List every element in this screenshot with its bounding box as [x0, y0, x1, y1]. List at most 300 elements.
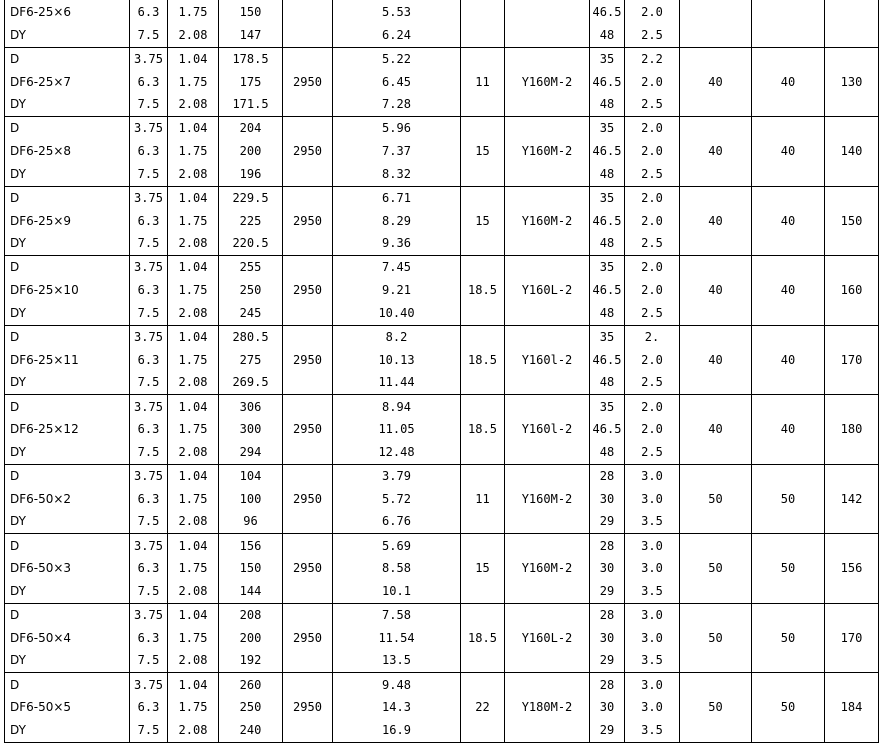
- model-cell-line: D: [10, 608, 20, 623]
- flow-m3h-cell: [130, 47, 168, 116]
- inlet-dia-cell: 50: [680, 533, 752, 603]
- weight-cell: [825, 0, 879, 47]
- model-cell-lines: [10, 187, 129, 255]
- head-cell-lines: [219, 256, 282, 324]
- motor-power-cell: 18.5: [461, 325, 505, 394]
- npsh-cell-line: 2.2: [641, 51, 663, 66]
- model-cell: [5, 116, 130, 186]
- flow-ls-cell-line: 2.08: [178, 97, 208, 112]
- head-cell-line: 175: [239, 74, 262, 89]
- efficiency-cell-line: 29: [599, 583, 615, 598]
- efficiency-cell-line: 35: [599, 399, 615, 414]
- flow-m3h-cell: [130, 116, 168, 186]
- head-cell-line: 178.5: [232, 51, 269, 66]
- motor-model-cell: Y160L-2: [505, 255, 590, 325]
- flow-m3h-cell-line: 7.5: [137, 653, 160, 668]
- model-cell-lines: [10, 1, 129, 46]
- weight-cell: 170: [825, 325, 879, 394]
- flow-ls-cell-line: 1.75: [178, 422, 208, 437]
- efficiency-cell-line: 28: [599, 677, 615, 692]
- shaft-power-cell-lines: [333, 1, 460, 46]
- head-cell: [219, 186, 283, 255]
- head-cell: [219, 0, 283, 47]
- model-cell-line: D: [10, 51, 20, 66]
- head-cell-lines: [219, 604, 282, 672]
- efficiency-cell-lines: [590, 604, 624, 672]
- speed-cell: 2950: [283, 533, 333, 603]
- efficiency-cell-line: 28: [599, 469, 615, 484]
- model-cell-line: DY: [10, 723, 26, 737]
- head-cell-lines: [219, 48, 282, 116]
- flow-ls-cell: [168, 0, 219, 47]
- table-row: [5, 394, 879, 464]
- outlet-dia-cell: 40: [752, 47, 825, 116]
- flow-ls-cell-lines: [168, 395, 218, 463]
- flow-m3h-cell-line: 3.75: [134, 399, 163, 414]
- motor-model-cell: Y160l-2: [505, 325, 590, 394]
- npsh-cell-line: 2.0: [641, 352, 663, 367]
- flow-m3h-cell-line: 6.3: [137, 4, 160, 19]
- flow-ls-cell-line: 1.75: [178, 74, 208, 89]
- shaft-power-cell-line: 8.2: [385, 329, 408, 344]
- flow-m3h-cell: [130, 255, 168, 325]
- head-cell-lines: [219, 465, 282, 533]
- flow-ls-cell-line: 1.75: [178, 352, 208, 367]
- motor-power-cell: 15: [461, 186, 505, 255]
- flow-ls-cell-lines: [168, 187, 218, 255]
- pump-spec-table-sheet: [4, 0, 863, 743]
- shaft-power-cell-line: 7.45: [382, 260, 411, 275]
- flow-m3h-cell: [130, 464, 168, 533]
- efficiency-cell-line: 46.5: [592, 352, 622, 367]
- flow-ls-cell: [168, 47, 219, 116]
- model-cell-lines: [10, 534, 129, 602]
- shaft-power-cell-line: 5.22: [382, 51, 411, 66]
- shaft-power-cell: [333, 464, 461, 533]
- table-row: [5, 325, 879, 394]
- head-cell-lines: [219, 395, 282, 463]
- model-cell-line: DF6-50×3: [10, 561, 72, 576]
- speed-cell: 2950: [283, 255, 333, 325]
- shaft-power-cell-line: 6.76: [382, 514, 411, 529]
- flow-ls-cell-lines: [168, 604, 218, 672]
- flow-m3h-cell-line: 7.5: [137, 514, 160, 529]
- model-cell-line: DF6-50×2: [10, 491, 72, 506]
- efficiency-cell-lines: [590, 48, 624, 116]
- flow-m3h-cell: [130, 186, 168, 255]
- npsh-cell-lines: [625, 1, 679, 46]
- npsh-cell-line: 2.0: [641, 74, 663, 89]
- shaft-power-cell: [333, 672, 461, 742]
- head-cell-line: 147: [239, 27, 262, 42]
- efficiency-cell-line: 46.5: [592, 144, 622, 159]
- efficiency-cell-lines: [590, 117, 624, 185]
- flow-m3h-cell-line: 7.5: [137, 166, 160, 181]
- flow-m3h-cell-line: 6.3: [137, 283, 160, 298]
- shaft-power-cell-line: 13.5: [382, 653, 411, 668]
- npsh-cell-line: 3.0: [641, 677, 663, 692]
- model-cell-line: D: [10, 121, 20, 136]
- model-cell-line: DF6-25×6: [10, 4, 72, 19]
- inlet-dia-cell: [680, 0, 752, 47]
- model-cell-line: DF6-25×8: [10, 144, 72, 159]
- flow-m3h-cell-line: 6.3: [137, 74, 160, 89]
- speed-cell: 2950: [283, 603, 333, 672]
- efficiency-cell-line: 29: [599, 723, 615, 737]
- flow-m3h-cell-line: 7.5: [137, 27, 160, 42]
- flow-ls-cell-line: 1.04: [178, 51, 208, 66]
- head-cell-lines: [219, 1, 282, 46]
- efficiency-cell: [590, 672, 625, 742]
- flow-m3h-cell-line: 3.75: [134, 260, 163, 275]
- efficiency-cell-line: 46.5: [592, 4, 622, 19]
- flow-m3h-cell-lines: [130, 326, 167, 394]
- model-cell-lines: [10, 395, 129, 463]
- head-cell: [219, 533, 283, 603]
- npsh-cell: [625, 603, 680, 672]
- shaft-power-cell-line: 6.71: [382, 190, 411, 205]
- efficiency-cell-lines: [590, 395, 624, 463]
- efficiency-cell-line: 35: [599, 329, 615, 344]
- flow-m3h-cell-lines: [130, 673, 167, 741]
- model-cell-lines: [10, 673, 129, 741]
- head-cell: [219, 116, 283, 186]
- shaft-power-cell-line: 12.48: [378, 444, 415, 459]
- efficiency-cell: [590, 116, 625, 186]
- shaft-power-cell: [333, 47, 461, 116]
- flow-ls-cell: [168, 603, 219, 672]
- efficiency-cell: [590, 186, 625, 255]
- shaft-power-cell-lines: [333, 187, 460, 255]
- npsh-cell-line: 3.0: [641, 469, 663, 484]
- shaft-power-cell-line: 10.1: [382, 583, 411, 598]
- efficiency-cell-line: 48: [599, 444, 615, 459]
- npsh-cell-lines: [625, 465, 679, 533]
- npsh-cell-line: 3.0: [641, 491, 663, 506]
- model-cell-line: D: [10, 469, 20, 484]
- inlet-dia-cell: 40: [680, 394, 752, 464]
- table-row: [5, 47, 879, 116]
- flow-ls-cell: [168, 533, 219, 603]
- model-cell-line: DY: [10, 514, 26, 529]
- efficiency-cell-lines: [590, 673, 624, 741]
- flow-ls-cell-line: 2.08: [178, 514, 208, 529]
- efficiency-cell-line: 29: [599, 653, 615, 668]
- inlet-dia-cell: 40: [680, 47, 752, 116]
- flow-m3h-cell-lines: [130, 1, 167, 46]
- efficiency-cell-line: 30: [599, 561, 615, 576]
- table-row: [5, 116, 879, 186]
- shaft-power-cell-lines: [333, 48, 460, 116]
- flow-m3h-cell-line: 7.5: [137, 305, 160, 320]
- shaft-power-cell: [333, 325, 461, 394]
- model-cell-line: DY: [10, 27, 26, 42]
- flow-ls-cell-line: 2.08: [178, 653, 208, 668]
- flow-m3h-cell-lines: [130, 465, 167, 533]
- npsh-cell: [625, 186, 680, 255]
- table-row: [5, 533, 879, 603]
- flow-m3h-cell-lines: [130, 256, 167, 324]
- efficiency-cell-lines: [590, 256, 624, 324]
- flow-ls-cell-line: 1.75: [178, 700, 208, 715]
- efficiency-cell: [590, 603, 625, 672]
- flow-ls-cell-line: 1.04: [178, 121, 208, 136]
- outlet-dia-cell: 50: [752, 603, 825, 672]
- inlet-dia-cell: 40: [680, 186, 752, 255]
- flow-ls-cell-line: 1.04: [178, 677, 208, 692]
- model-cell-lines: [10, 326, 129, 394]
- npsh-cell-line: 3.5: [641, 514, 663, 529]
- npsh-cell-line: 3.5: [641, 583, 663, 598]
- outlet-dia-cell: 50: [752, 464, 825, 533]
- head-cell-line: 196: [239, 166, 262, 181]
- outlet-dia-cell: 50: [752, 533, 825, 603]
- efficiency-cell-line: 46.5: [592, 422, 622, 437]
- efficiency-cell-line: 46.5: [592, 213, 622, 228]
- shaft-power-cell-line: 7.37: [382, 144, 411, 159]
- shaft-power-cell-line: 7.28: [382, 97, 411, 112]
- npsh-cell-lines: [625, 326, 679, 394]
- shaft-power-cell-line: 10.13: [378, 352, 415, 367]
- head-cell-line: 280.5: [232, 329, 269, 344]
- flow-ls-cell: [168, 186, 219, 255]
- model-cell: [5, 672, 130, 742]
- npsh-cell-line: 3.5: [641, 723, 663, 737]
- npsh-cell-line: 2.5: [641, 305, 663, 320]
- npsh-cell-line: 2.: [644, 329, 660, 344]
- npsh-cell-lines: [625, 256, 679, 324]
- npsh-cell: [625, 116, 680, 186]
- inlet-dia-cell: 40: [680, 325, 752, 394]
- model-cell-lines: [10, 604, 129, 672]
- shaft-power-cell-line: 11.05: [378, 422, 415, 437]
- efficiency-cell: [590, 464, 625, 533]
- flow-ls-cell-lines: [168, 48, 218, 116]
- flow-m3h-cell-lines: [130, 604, 167, 672]
- flow-m3h-cell: [130, 394, 168, 464]
- head-cell-line: 306: [239, 399, 262, 414]
- efficiency-cell-lines: [590, 534, 624, 602]
- flow-m3h-cell-lines: [130, 187, 167, 255]
- head-cell-line: 192: [239, 653, 262, 668]
- shaft-power-cell: [333, 186, 461, 255]
- npsh-cell-line: 2.0: [641, 121, 663, 136]
- model-cell-lines: [10, 256, 129, 324]
- model-cell-line: D: [10, 399, 20, 414]
- npsh-cell-lines: [625, 673, 679, 741]
- head-cell-line: 200: [239, 630, 262, 645]
- shaft-power-cell-line: 8.32: [382, 166, 411, 181]
- efficiency-cell-line: 48: [599, 305, 615, 320]
- npsh-cell-line: 2.5: [641, 27, 663, 42]
- shaft-power-cell-line: 9.48: [382, 677, 411, 692]
- head-cell-line: 229.5: [232, 190, 269, 205]
- head-cell-lines: [219, 534, 282, 602]
- head-cell-line: 156: [239, 538, 262, 553]
- npsh-cell-line: 3.0: [641, 538, 663, 553]
- efficiency-cell-line: 35: [599, 260, 615, 275]
- head-cell-line: 294: [239, 444, 262, 459]
- motor-model-cell: [505, 0, 590, 47]
- efficiency-cell-line: 35: [599, 121, 615, 136]
- npsh-cell-lines: [625, 534, 679, 602]
- head-cell-line: 245: [239, 305, 262, 320]
- efficiency-cell-line: 30: [599, 700, 615, 715]
- efficiency-cell-line: 30: [599, 491, 615, 506]
- inlet-dia-cell: 40: [680, 116, 752, 186]
- flow-ls-cell-lines: [168, 465, 218, 533]
- head-cell-line: 100: [239, 491, 262, 506]
- motor-power-cell: 11: [461, 464, 505, 533]
- npsh-cell-line: 2.0: [641, 4, 663, 19]
- shaft-power-cell-line: 14.3: [382, 700, 411, 715]
- flow-ls-cell-line: 1.75: [178, 561, 208, 576]
- flow-ls-cell-line: 1.75: [178, 4, 208, 19]
- flow-m3h-cell-line: 6.3: [137, 491, 160, 506]
- weight-cell: 160: [825, 255, 879, 325]
- table-row: [5, 464, 879, 533]
- model-cell: [5, 533, 130, 603]
- motor-model-cell: Y160M-2: [505, 533, 590, 603]
- head-cell-line: 150: [239, 4, 262, 19]
- weight-cell: 140: [825, 116, 879, 186]
- npsh-cell-line: 2.5: [641, 166, 663, 181]
- outlet-dia-cell: 50: [752, 672, 825, 742]
- flow-ls-cell-line: 1.75: [178, 213, 208, 228]
- npsh-cell-lines: [625, 604, 679, 672]
- efficiency-cell: [590, 47, 625, 116]
- flow-ls-cell-line: 1.04: [178, 538, 208, 553]
- flow-ls-cell-lines: [168, 534, 218, 602]
- shaft-power-cell: [333, 533, 461, 603]
- model-cell-line: DY: [10, 236, 26, 251]
- head-cell: [219, 603, 283, 672]
- npsh-cell: [625, 672, 680, 742]
- head-cell-line: 204: [239, 121, 262, 136]
- efficiency-cell-line: 29: [599, 514, 615, 529]
- flow-m3h-cell-line: 3.75: [134, 51, 163, 66]
- model-cell-lines: [10, 48, 129, 116]
- flow-ls-cell-lines: [168, 117, 218, 185]
- npsh-cell-line: 3.5: [641, 653, 663, 668]
- npsh-cell-lines: [625, 48, 679, 116]
- flow-m3h-cell: [130, 533, 168, 603]
- flow-m3h-cell-line: 3.75: [134, 469, 163, 484]
- motor-model-cell: Y160M-2: [505, 186, 590, 255]
- inlet-dia-cell: 50: [680, 672, 752, 742]
- flow-ls-cell-line: 1.04: [178, 469, 208, 484]
- pump-spec-table: [4, 0, 879, 743]
- outlet-dia-cell: 40: [752, 116, 825, 186]
- flow-ls-cell-line: 1.75: [178, 283, 208, 298]
- flow-ls-cell-lines: [168, 256, 218, 324]
- shaft-power-cell-line: 16.9: [382, 723, 411, 737]
- efficiency-cell-line: 30: [599, 630, 615, 645]
- head-cell: [219, 325, 283, 394]
- head-cell-line: 275: [239, 352, 262, 367]
- model-cell: [5, 186, 130, 255]
- flow-ls-cell-line: 1.04: [178, 190, 208, 205]
- flow-m3h-cell-line: 6.3: [137, 213, 160, 228]
- motor-power-cell: 15: [461, 533, 505, 603]
- efficiency-cell: [590, 533, 625, 603]
- head-cell-line: 208: [239, 608, 262, 623]
- head-cell: [219, 672, 283, 742]
- flow-ls-cell-line: 2.08: [178, 723, 208, 737]
- npsh-cell-line: 2.0: [641, 399, 663, 414]
- flow-ls-cell-line: 2.08: [178, 583, 208, 598]
- efficiency-cell: [590, 394, 625, 464]
- npsh-cell: [625, 255, 680, 325]
- npsh-cell-lines: [625, 187, 679, 255]
- weight-cell: 130: [825, 47, 879, 116]
- model-cell-line: DY: [10, 653, 26, 668]
- shaft-power-cell: [333, 394, 461, 464]
- flow-ls-cell: [168, 255, 219, 325]
- npsh-cell-line: 2.0: [641, 213, 663, 228]
- motor-power-cell: 18.5: [461, 394, 505, 464]
- head-cell-lines: [219, 673, 282, 741]
- model-cell-line: D: [10, 538, 20, 553]
- motor-power-cell: 22: [461, 672, 505, 742]
- model-cell-line: D: [10, 329, 20, 344]
- efficiency-cell: [590, 0, 625, 47]
- speed-cell: 2950: [283, 325, 333, 394]
- inlet-dia-cell: 50: [680, 603, 752, 672]
- flow-m3h-cell-line: 6.3: [137, 561, 160, 576]
- flow-m3h-cell-line: 7.5: [137, 723, 160, 737]
- npsh-cell-line: 2.5: [641, 375, 663, 390]
- speed-cell: 2950: [283, 116, 333, 186]
- shaft-power-cell-lines: [333, 604, 460, 672]
- npsh-cell-line: 3.0: [641, 700, 663, 715]
- model-cell-line: D: [10, 190, 20, 205]
- efficiency-cell-lines: [590, 1, 624, 46]
- motor-power-cell: 18.5: [461, 255, 505, 325]
- efficiency-cell-line: 48: [599, 375, 615, 390]
- efficiency-cell-line: 48: [599, 166, 615, 181]
- motor-power-cell: [461, 0, 505, 47]
- flow-m3h-cell-line: 3.75: [134, 329, 163, 344]
- head-cell-line: 240: [239, 723, 262, 737]
- head-cell-line: 225: [239, 213, 262, 228]
- flow-m3h-cell-lines: [130, 534, 167, 602]
- npsh-cell: [625, 394, 680, 464]
- model-cell: [5, 0, 130, 47]
- shaft-power-cell-lines: [333, 326, 460, 394]
- flow-m3h-cell-line: 3.75: [134, 608, 163, 623]
- speed-cell: 2950: [283, 47, 333, 116]
- flow-ls-cell-line: 2.08: [178, 166, 208, 181]
- shaft-power-cell-lines: [333, 117, 460, 185]
- efficiency-cell-lines: [590, 326, 624, 394]
- model-cell-line: DY: [10, 305, 26, 320]
- npsh-cell-line: 2.0: [641, 144, 663, 159]
- flow-m3h-cell-line: 3.75: [134, 677, 163, 692]
- flow-m3h-cell-line: 6.3: [137, 352, 160, 367]
- weight-cell: 170: [825, 603, 879, 672]
- shaft-power-cell-line: 6.45: [382, 74, 411, 89]
- flow-m3h-cell-lines: [130, 395, 167, 463]
- shaft-power-cell-line: 8.29: [382, 213, 411, 228]
- flow-ls-cell-line: 2.08: [178, 375, 208, 390]
- efficiency-cell-line: 35: [599, 51, 615, 66]
- head-cell: [219, 47, 283, 116]
- flow-m3h-cell-line: 6.3: [137, 144, 160, 159]
- npsh-cell-line: 2.0: [641, 190, 663, 205]
- efficiency-cell-line: 48: [599, 27, 615, 42]
- model-cell: [5, 394, 130, 464]
